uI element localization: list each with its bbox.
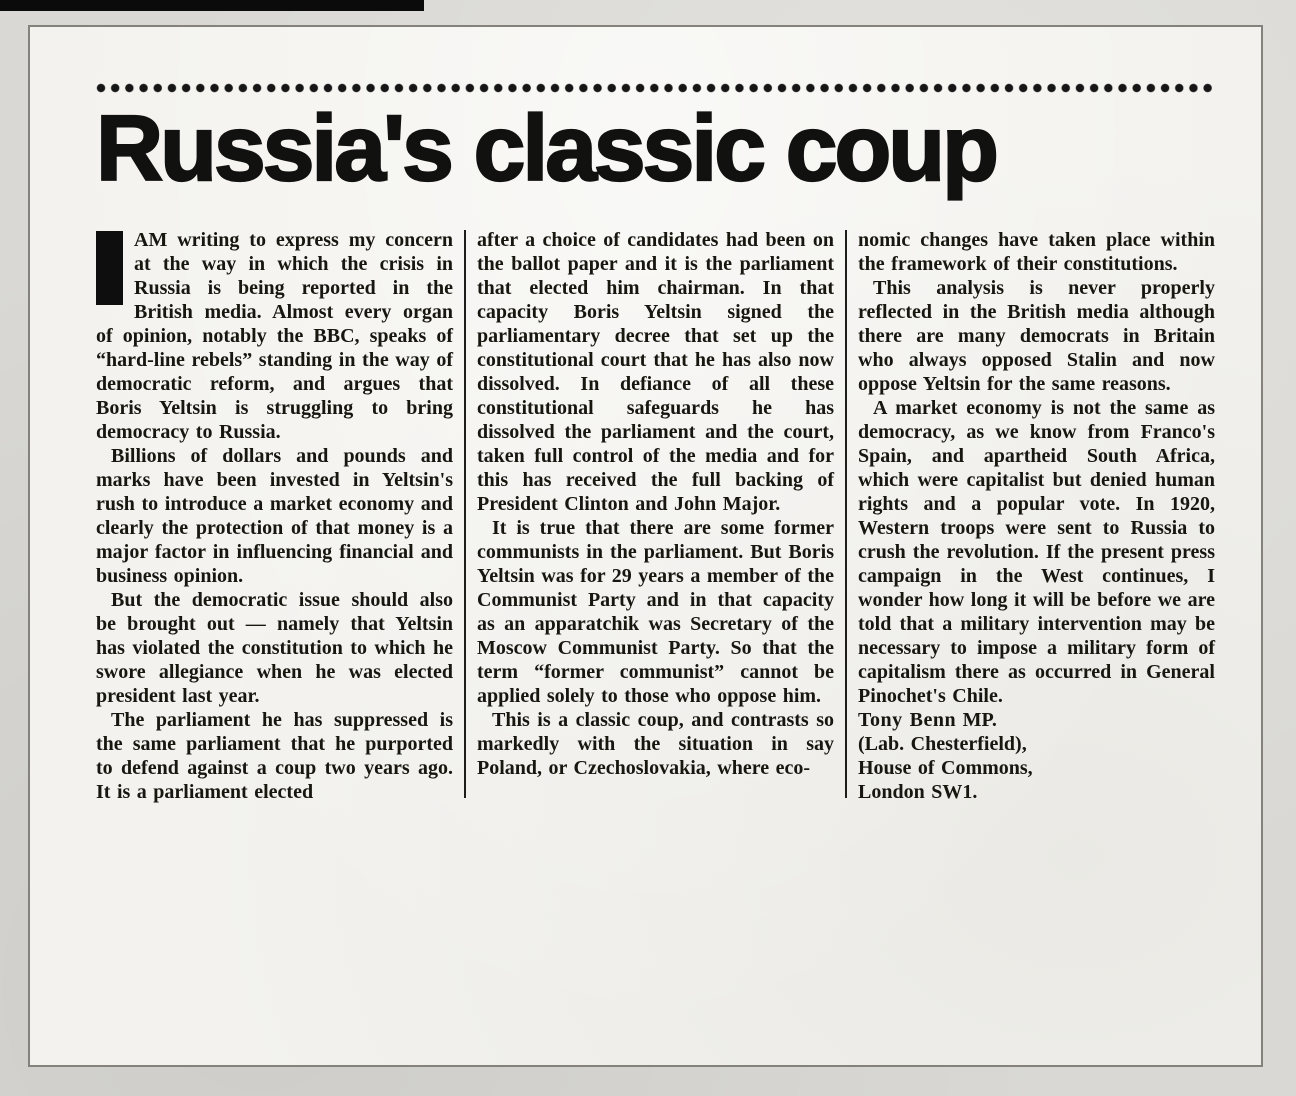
drop-cap: I [96,231,123,305]
paragraph: after a choice of candidates had been on the ballot paper and it is the parliament that elected him chairman. In that capacity Boris Yeltsin signed the parliamentary decree that set up the constitutional court that he has also now dissolved. In defiance of all these constitutional safeguards he has dissolved the parliament and the court, taken full control of the media and for this has received the full backing of President Clinton and John Major. [477,229,834,515]
signature-line: (Lab. Chesterfield), [858,733,1027,755]
column-rule [845,230,847,798]
column-2 [477,228,834,804]
paragraph: But the democratic issue should also be brought out — namely that Yeltsin has violated the constitution to which he swore allegiance when he was elected president last year. [96,589,453,707]
paragraph: Billions of dollars and pounds and marks have been invested in Yeltsin's rush to introduce a market economy and clearly the protection of that money is a major factor in influencing financial and business opinion. [96,445,453,587]
paragraph-text: AM writing to express my concern at the way in which the crisis in Russia is being reported in the British media. Almost every organ of opinion, notably the BBC, speaks of “hard-line rebels” standing in the way of democratic reform, and argues that Boris Yeltsin is struggling to bring democracy to Russia. [96,229,453,443]
signature-line: London SW1. [858,781,978,803]
paragraph [96,228,453,444]
dotted-separator [96,83,1217,94]
headline: Russia's classic coup [96,96,996,200]
signature-suffix: MP. [956,709,997,731]
paragraph: The parliament he has suppressed is the same parliament that he purported to defend against a coup two years ago. It is a parliament elected [96,709,453,803]
column-3 [858,228,1215,804]
paragraph: nomic changes have taken place within the framework of their constitutions. [858,229,1215,275]
signature-line: House of Commons, [858,757,1033,779]
paragraph: A market economy is not the same as democracy, as we know from Franco's Spain, and apartheid South Africa, which were capitalist but denied human rights and a popular vote. In 1920, Western troops were sent to Russia to crush the revolution. If the present press campaign in the West continues, I wonder how long it will be before we are told that a military intervention may be necessary to impose a military form of capitalism there as occurred in General Pinochet's Chile. [858,397,1215,707]
column-rule [464,230,466,798]
newspaper-clipping [28,25,1263,1067]
paragraph: This analysis is never properly reflected in the British media although there are many democrats in Britain who always opposed Stalin and now oppose Yeltsin for the same reasons. [858,277,1215,395]
paragraph: This is a classic coup, and contrasts so markedly with the situation in say Poland, or Czechoslovakia, where eco- [477,709,834,779]
article-body [96,228,1217,804]
column-1 [96,228,453,804]
scan-artifact-strip [0,0,424,11]
paragraph: It is true that there are some former communists in the parliament. But Boris Yeltsin was for 29 years a member of the Communist Party and in that capacity as an apparatchik was Secretary of the Moscow Communist Party. So that the term “former communist” cannot be applied solely to those who oppose him. [477,517,834,707]
signature-name: Tony Benn [858,709,957,731]
signature [858,708,1215,732]
